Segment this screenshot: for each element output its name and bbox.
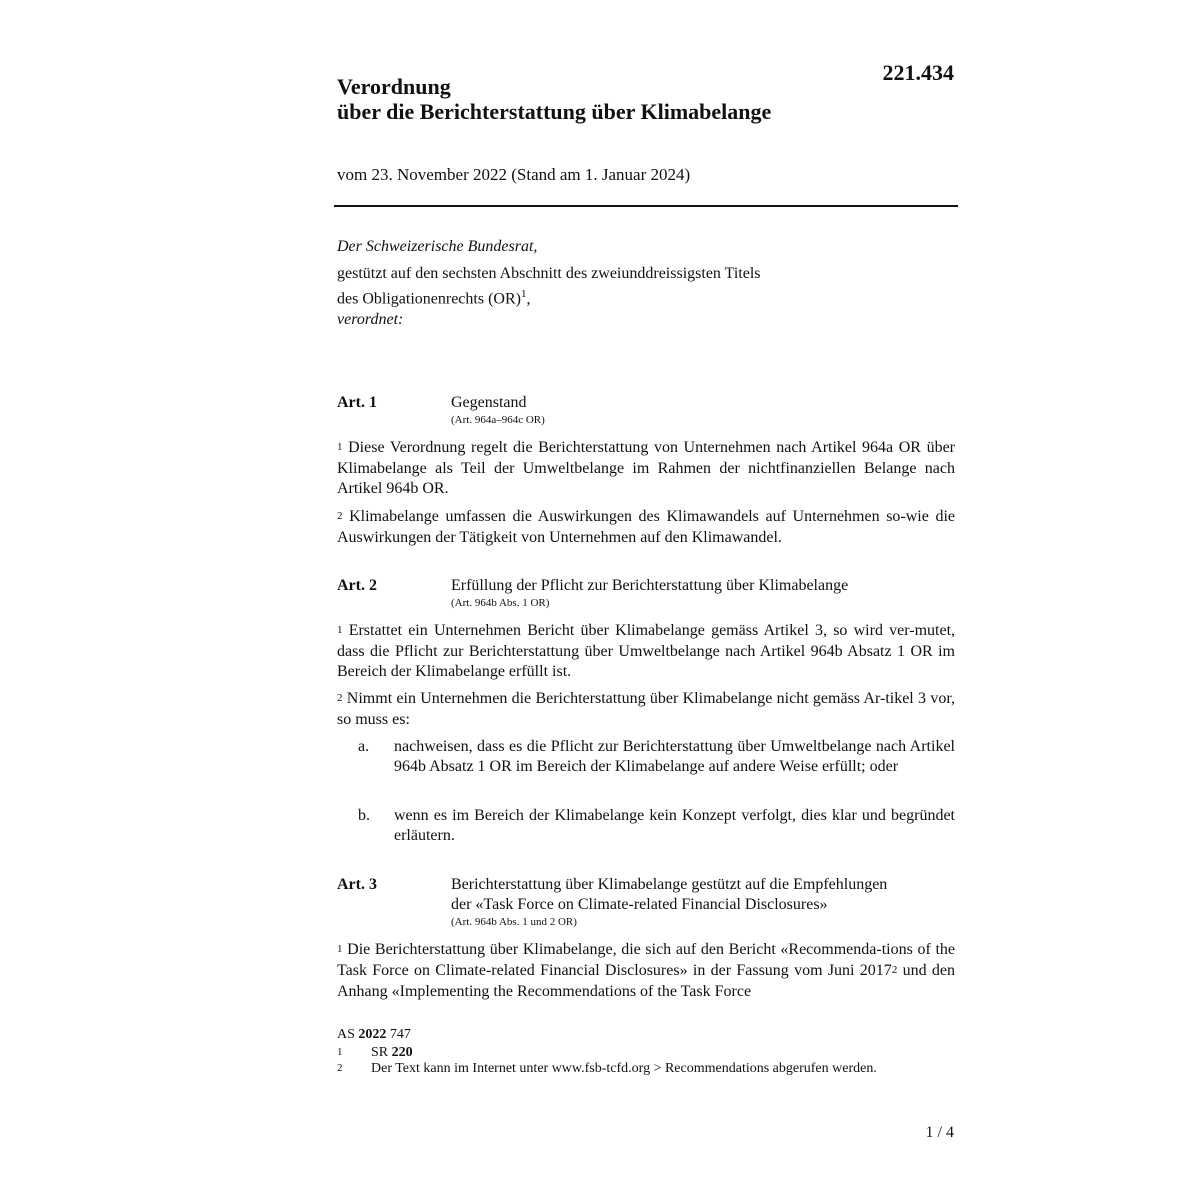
- art-3-heading: [337, 875, 957, 929]
- footnote-sr-prefix: SR: [371, 1045, 392, 1060]
- paragraph-number: 1: [337, 943, 343, 955]
- document-title: [337, 74, 771, 124]
- footnote-as: [337, 1027, 937, 1043]
- preamble: [337, 236, 957, 330]
- paragraph-text-cont: und den Anhang «Implementing the Recommendations of the Task Force: [337, 962, 956, 1000]
- list-item-label: b.: [358, 807, 370, 824]
- preamble-basis-end: ,: [526, 290, 531, 308]
- sr-number: 221.434: [882, 60, 954, 85]
- paragraph-number: 1: [337, 441, 343, 453]
- footnote-1: [337, 1045, 937, 1061]
- as-prefix: AS: [337, 1027, 359, 1042]
- footnote-text: Der Text kann im Internet unter www.fsb-tcfd.org > Recommendations abgerufen werden.: [371, 1061, 877, 1076]
- art-1-paragraph-1: [337, 438, 955, 499]
- footnotes: [337, 1027, 937, 1077]
- art-2-title: Erfüllung der Pflicht zur Berichterstattung über Klimabelange: [451, 577, 849, 594]
- footnote-ref-2[interactable]: 2: [891, 964, 898, 976]
- preamble-verordnet: verordnet:: [337, 311, 404, 329]
- page-number: 1 / 4: [925, 1124, 954, 1141]
- art-3-reference: (Art. 964b Abs. 1 und 2 OR): [451, 916, 577, 928]
- preamble-basis-line-2: [337, 284, 957, 309]
- art-3-number: Art. 3: [337, 876, 377, 893]
- footnote-ref-1[interactable]: 1: [520, 288, 527, 300]
- paragraph-text: Klimabelange umfassen die Auswirkungen des Klimawandels auf Unternehmen so-wie die Auswirkungen der Tätigkeit von Unternehmen auf den Klimawandel.: [337, 508, 956, 546]
- preamble-authority: Der Schweizerische Bundesrat,: [337, 238, 538, 255]
- header-rule: [334, 205, 958, 207]
- paragraph-text: Diese Verordnung regelt die Berichterstattung von Unternehmen nach Artikel 964a OR über Klimabelange als Teil der Umweltbelange im Rahmen der nichtfinanziellen Belange nach Artikel 964b OR.: [337, 439, 956, 497]
- art-1-reference: (Art. 964a–964c OR): [451, 414, 545, 426]
- paragraph-text: Nimmt ein Unternehmen die Berichterstattung über Klimabelange nicht gemäss Ar-tikel 3 vor, so muss es:: [337, 690, 956, 728]
- list-item: [337, 737, 955, 777]
- art-3-title-line-1: Berichterstattung über Klimabelange gestützt auf die Empfehlungen: [451, 876, 888, 893]
- paragraph-text: Die Berichterstattung über Klimabelange, die sich auf den Bericht «Recommenda-tions of the Task Force on Climate-related Financial Disclosures» in der Fassung vom Juni 2017: [337, 941, 955, 979]
- list-item-text: wenn es im Bereich der Klimabelange kein Konzept verfolgt, dies klar und begründet erläutern.: [394, 807, 955, 844]
- list-item: [337, 806, 955, 846]
- list-item-text: nachweisen, dass es die Pflicht zur Berichterstattung über Umweltbelange nach Artikel 964b Absatz 1 OR im Bereich der Klimabelange auf andere Weise erfüllt; oder: [394, 738, 955, 775]
- paragraph-number: 2: [337, 510, 343, 522]
- art-1-title: Gegenstand: [451, 394, 527, 411]
- footnote-sr-number: 220: [391, 1045, 413, 1060]
- paragraph-number: 2: [337, 692, 343, 704]
- art-2-reference: (Art. 964b Abs. 1 OR): [451, 597, 550, 609]
- document-date: vom 23. November 2022 (Stand am 1. Januar 2024): [337, 165, 691, 184]
- art-3-paragraph-1: [337, 940, 955, 1002]
- title-line-1: Verordnung: [337, 74, 451, 99]
- paragraph-number: 1: [337, 624, 343, 636]
- art-1-paragraph-2: [337, 507, 955, 548]
- art-2-heading: [337, 576, 957, 610]
- footnote-number: 2: [337, 1062, 343, 1074]
- art-2-number: Art. 2: [337, 577, 377, 594]
- art-2-paragraph-1: [337, 621, 955, 682]
- as-number: 747: [386, 1027, 411, 1042]
- preamble-basis-text: des Obligationenrechts (OR): [337, 290, 521, 308]
- preamble-basis-line-1: gestützt auf den sechsten Abschnitt des zweiunddreissigsten Titels: [337, 265, 761, 282]
- art-3-title-line-2: der «Task Force on Climate-related Financial Disclosures»: [451, 896, 828, 913]
- art-2-paragraph-2: [337, 689, 955, 730]
- footnote-number: 1: [337, 1046, 343, 1058]
- art-1-heading: [337, 393, 957, 427]
- footnote-2: [337, 1061, 937, 1077]
- list-item-label: a.: [358, 738, 370, 755]
- art-1-number: Art. 1: [337, 394, 377, 411]
- title-line-2: über die Berichterstattung über Klimabelange: [337, 99, 772, 124]
- as-year: 2022: [358, 1027, 387, 1042]
- paragraph-text: Erstattet ein Unternehmen Bericht über Klimabelange gemäss Artikel 3, so wird ver-mutet, dass die Pflicht zur Berichterstattung über Umweltbelange nach Artikel 964b Absatz 1 OR im Bereich der Klimabelange erfüllt ist.: [337, 622, 956, 680]
